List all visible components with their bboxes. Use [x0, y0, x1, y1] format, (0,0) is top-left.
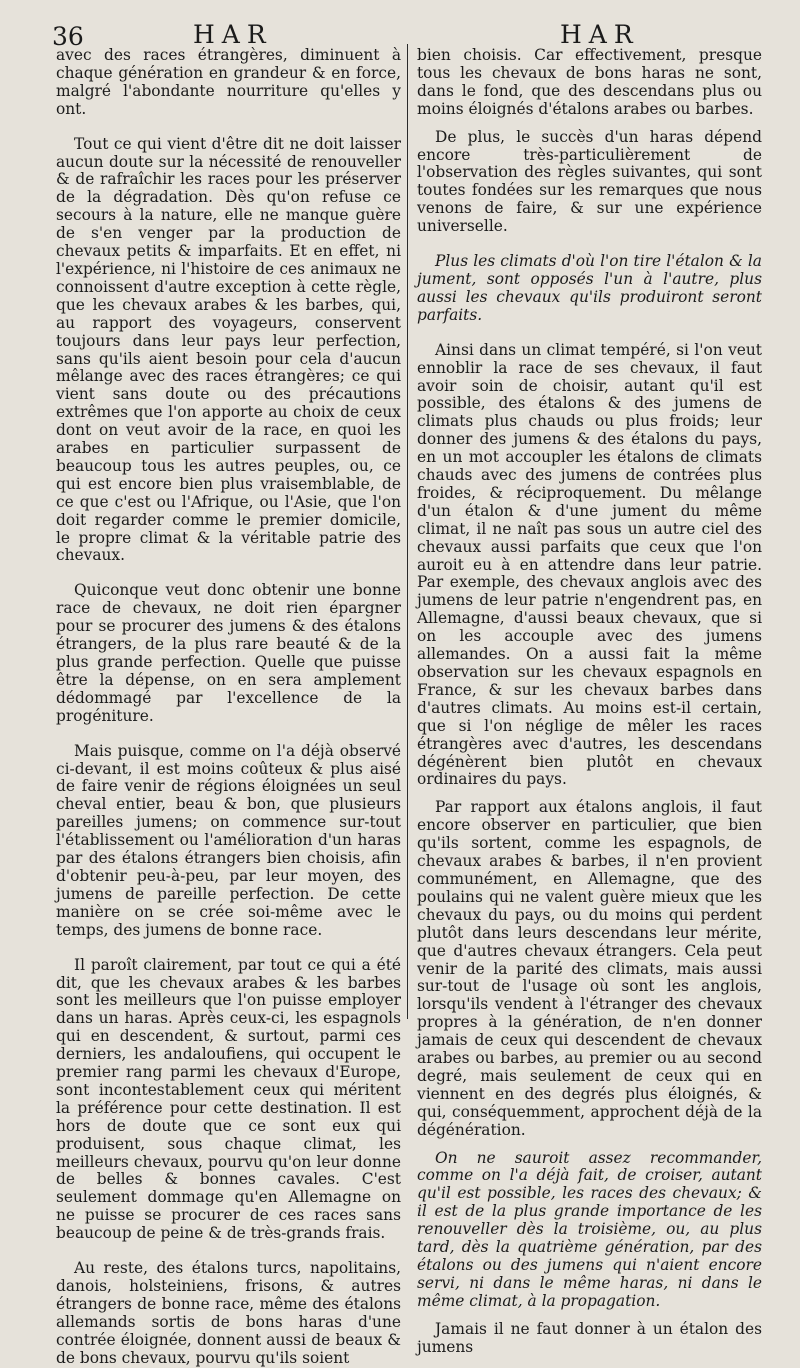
- paragraph: avec des races étrangères, diminuent à chaque génération en grandeur & en force, malgré l'abondante nourriture qu'elles y ont.: [56, 46, 401, 118]
- paragraph: Au reste, des étalons turcs, napolitains, danois, holsteiniens, frisons, & autres étrangers de bonne race, même des étalons allemands sortis de bons haras d'une contrée éloignée, donnent aussi de beaux & de bons chevaux, pourvu qu'ils soient: [56, 1259, 401, 1367]
- left-column: [56, 47, 401, 1368]
- page-number: 36: [52, 22, 84, 51]
- rule-statement: Plus les climats d'où l'on tire l'étalon & la jument, sont opposés l'un à l'autre, plus aussi les chevaux qu'ils produiront seront parfaits.: [417, 252, 762, 324]
- paragraph: Mais puisque, comme on l'a déjà observé ci-devant, il est moins coûteux & plus aisé de faire venir de régions éloignées un seul cheval entier, beau & bon, que plusieurs pareilles jumens; on commence sur-tout l'établissement ou l'amélioration d'un haras par des étalons étrangers bien choisis, afin d'obtenir peu-à-peu, par leur moyen, des jumens de pareille perfection. De cette manière on se crée soi-même avec le temps, des jumens de bonne race.: [56, 741, 401, 939]
- rule-statement: On ne sauroit assez recommander, comme on l'a déjà fait, de croiser, autant qu'il est possible, les races des chevaux; & il est de la plus grande importance de les renouveller dès la troisième, ou, au plus tard, dès la quatrième génération, par des étalons ou des jumens qui n'aient encore servi, ni dans le même haras, ni dans le même climat, à la propagation.: [417, 1148, 762, 1310]
- running-head-left: HAR: [193, 20, 273, 49]
- running-head-right: HAR: [560, 20, 640, 49]
- paragraph: Tout ce qui vient d'être dit ne doit laisser aucun doute sur la nécessité de renouveller & de rafraîchir les races pour les préserver de la dégradation. Dès qu'on refuse ce secours à la nature, elle ne manque guère de s'en venger par la production de chevaux petits & imparfaits. Et en effet, ni l'expérience, ni l'histoire de ces animaux ne connoissent d'autre exception à cette règle, que les chevaux arabes & les barbes, qui, au rapport des voyageurs, conservent toujours dans leur pays leur perfection, sans qu'ils aient besoin pour cela d'aucun mêlange avec des races étrangères; ce qui vient sans doute ou des précautions extrêmes que l'on apporte au choix de ceux dont on veut avoir de la race, en quoi les arabes en particulier surpassent de beaucoup tous les autres peuples, ou, ce qui est encore bien plus vraisemblable, de ce que c'est ou l'Afrique, ou l'Asie, que l'on doit regarder comme le premier domicile, le propre climat & la véritable patrie des chevaux.: [56, 134, 401, 565]
- paragraph: De plus, le succès d'un haras dépend encore très-particulièrement de l'observation des règles suivantes, qui sont toutes fondées sur les remarques que nous venons de faire, & sur une expérience universelle.: [417, 127, 762, 236]
- right-column: [417, 47, 762, 1357]
- paragraph: Il paroît clairement, par tout ce qui a été dit, que les chevaux arabes & les barbes sont les meilleurs que l'on puisse employer dans un haras. Après ceux-ci, les espagnols qui en descendent, & surtout, parmi ces derniers, les andaloufiens, qui occupent le premier rang parmi les chevaux d'Europe, sont incontestablement ceux qui méritent la préférence pour cette destination. Il est hors de doute que ce sont eux qui produisent, sous chaque climat, les meilleurs chevaux, pourvu qu'on leur donne de belles & bonnes cavales. C'est seulement dommage qu'en Allemagne on ne puisse se procurer de ces races sans beaucoup de peine & de très-grands frais.: [56, 955, 401, 1243]
- paragraph: Ainsi dans un climat tempéré, si l'on veut ennoblir la race de ses chevaux, il faut avoir soin de choisir, autant qu'il est possible, des étalons & des jumens de climats plus chauds ou plus froids; leur donner des jumens & des étalons du pays, en un mot accoupler les étalons de climats chauds avec des jumens de contrées plus froides, & réciproquement. Du mêlange d'un étalon & d'une jument du même climat, il ne naît pas sous un autre ciel des chevaux aussi parfaits que ceux que l'on auroit eu à en attendre dans leur patrie. Par exemple, des chevaux anglois avec des jumens de leur patrie n'engendrent pas, en Allemagne, d'aussi beaux chevaux, que si on les accouple avec des jumens allemandes. On a aussi fait la même observation sur les chevaux espagnols en France, & sur les chevaux barbes dans d'autres climats. Au moins est-il certain, que si l'on néglige de mêler les races étrangères avec d'autres, les descendans dégénèrent bien plutôt en chevaux ordinaires du pays.: [417, 340, 762, 789]
- paragraph: Jamais il ne faut donner à un étalon des jumens: [417, 1319, 762, 1356]
- paragraph: bien choisis. Car effectivement, presque tous les chevaux de bons haras ne sont, dans le fond, que des descendans plus ou moins éloignés d'étalons arabes ou barbes.: [417, 46, 762, 118]
- paragraph: Quiconque veut donc obtenir une bonne race de chevaux, ne doit rien épargner pour se procurer des jumens & des étalons étrangers, de la plus rare beauté & de la plus grande perfection. Quelle que puisse être la dépense, on en sera amplement dédommagé par l'excellence de la progéniture.: [56, 581, 401, 725]
- paragraph: Par rapport aux étalons anglois, il faut encore observer en particulier, que bien qu'ils sortent, comme les espagnols, de chevaux arabes & barbes, il n'en provient communément, en Allemagne, que des poulains qui ne valent guère mieux que les chevaux du pays, ou du moins qui perdent plutôt dans leurs descendans leur mérite, que d'autres chevaux étrangers. Cela peut venir de la parité des climats, mais aussi sur-tout de l'usage où sont les anglois, lorsqu'ils vendent à l'étranger des chevaux propres à la génération, de n'en donner jamais de ceux qui descendent de chevaux arabes ou barbes, au premier ou au second degré, mais seulement de ceux qui en viennent en des degrés plus éloignés, & qui, conséquemment, approchent déjà de la dégénération.: [417, 798, 762, 1139]
- column-divider: [407, 44, 408, 1019]
